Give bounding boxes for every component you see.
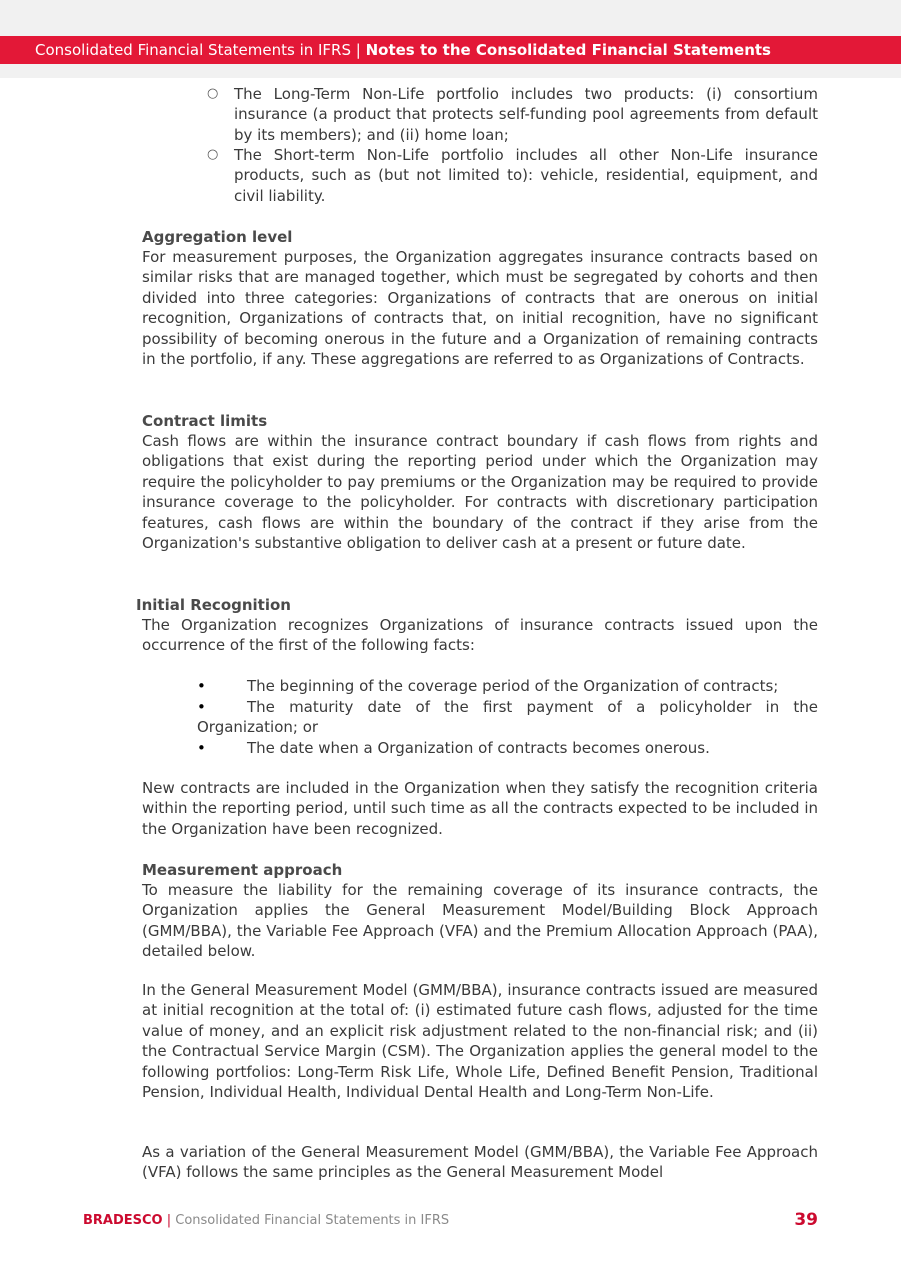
header-under-band [0, 64, 901, 78]
contract-limits-body: Cash flows are within the insurance contract boundary if cash flows from rights and obligations that exist during the reporting period under which the Organization may require the policyholder to pay premiums or the Organization may be required to provide insurance coverage to the policyholder. For contracts with discretionary participation features, cash flows are within the boundary of the contract if they arise from the Organization's substantive obligation to deliver cash at a present or future date. [142, 432, 818, 553]
initial-recognition-heading: Initial Recognition [136, 596, 291, 614]
footer-doc-title: Consolidated Financial Statements in IFRS [175, 1213, 450, 1228]
portfolio-bullet-short-term: The Short-term Non-Life portfolio includes all other Non-Life insurance products, such as (but not limited to): vehicle, residential, equipment, and civil liability. [234, 146, 818, 205]
contract-limits-heading: Contract limits [142, 412, 268, 430]
initial-recognition-intro: The Organization recognizes Organizations of insurance contracts issued upon the occurrence of the first of the following facts: [142, 616, 818, 655]
circle-bullet-icon: ○ [207, 86, 219, 101]
header-doc-title: Consolidated Financial Statements in IFRS [35, 41, 352, 59]
top-margin-band [0, 0, 901, 36]
footer-separator: | [162, 1213, 176, 1228]
bullet-icon: • [197, 739, 206, 757]
page-footer [83, 1212, 449, 1230]
page-header [0, 36, 901, 64]
recognition-bullet: The maturity date of the first payment of a policyholder in the Organization; or [197, 698, 818, 737]
aggregation-heading: Aggregation level [142, 228, 293, 246]
aggregation-body: For measurement purposes, the Organization aggregates insurance contracts based on similar risks that are managed together, which must be segregated by cohorts and then divided into three categories: Organizations of contracts that are onerous on initial recognition, Organizations of contracts that, on initial recognition, have no significant possibility of becoming onerous in the future and a Organization of remaining contracts in the portfolio, if any. These aggregations are referred to as Organizations of Contracts. [142, 248, 818, 369]
recognition-bullet: The date when a Organization of contracts becomes onerous. [247, 739, 710, 757]
measurement-p2: In the General Measurement Model (GMM/BBA), insurance contracts issued are measured at initial recognition at the total of: (i) estimated future cash flows, adjusted for the time value of money, and an explicit risk adjustment related to the non-financial risk; and (ii) the Contractual Service Margin (CSM). The Organization applies the general model to the following portfolios: Long-Term Risk Life, Whole Life, Defined Benefit Pension, Traditional Pension, Individual Health, Individual Dental Health and Long-Term Non-Life. [142, 981, 818, 1102]
portfolio-bullet-long-term: The Long-Term Non-Life portfolio includes two products: (i) consortium insurance (a product that protects self-funding pool agreements from default by its members); and (ii) home loan; [234, 85, 818, 144]
bullet-icon: • [197, 698, 206, 716]
header-separator: | [351, 41, 366, 59]
recognition-bullet: The beginning of the coverage period of the Organization of contracts; [247, 677, 779, 695]
recognition-after: New contracts are included in the Organization when they satisfy the recognition criteria within the reporting period, until such time as all the contracts expected to be included in the Organization have been recognized. [142, 779, 818, 838]
header-section-title: Notes to the Consolidated Financial Statements [365, 41, 771, 59]
measurement-p1: To measure the liability for the remaining coverage of its insurance contracts, the Organization applies the General Measurement Model/Building Block Approach (GMM/BBA), the Variable Fee Approach (VFA) and the Premium Allocation Approach (PAA), detailed below. [142, 881, 818, 961]
measurement-p3: As a variation of the General Measurement Model (GMM/BBA), the Variable Fee Approach (VFA) follows the same principles as the General Measurement Model [142, 1143, 818, 1182]
bullet-icon: • [197, 677, 206, 695]
circle-bullet-icon: ○ [207, 147, 219, 162]
footer-brand: BRADESCO [83, 1213, 163, 1228]
measurement-heading: Measurement approach [142, 861, 343, 879]
page-number: 39 [794, 1210, 818, 1230]
